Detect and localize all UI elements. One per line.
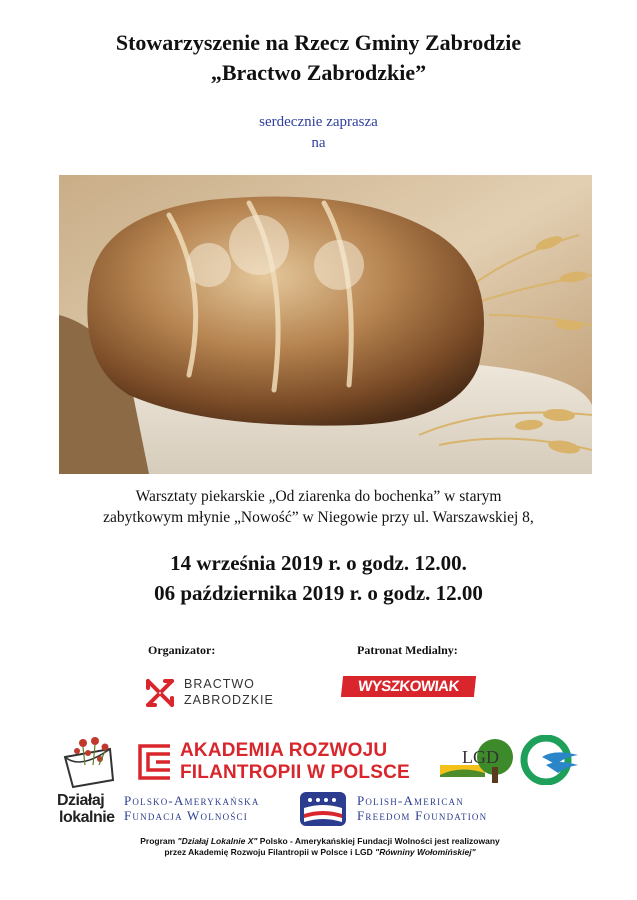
paff-english-line2: Freedom Foundation <box>357 808 488 823</box>
paff-polish-line2: Fundacja Wolności <box>124 808 248 823</box>
bractwo-logo-line1: BRACTWO <box>184 677 255 691</box>
organizer-label: Organizator: <box>148 643 216 657</box>
wave-circle-logo <box>520 735 580 785</box>
flower-basket-icon <box>55 735 125 790</box>
event-date-1: 14 września 2019 r. o godz. 12.00. <box>170 551 467 575</box>
workshop-description-line1: Warsztaty piekarskie „Od ziarenka do bochenka” w starym <box>135 488 502 505</box>
arfp-emblem-icon <box>136 742 172 782</box>
organization-title: Stowarzyszenie na Rzecz Gminy Zabrodzie <box>115 30 522 55</box>
event-date-2: 06 października 2019 r. o godz. 12.00 <box>154 581 483 605</box>
dzialaj-text: Działaj <box>57 792 105 809</box>
invite-text: serdecznie zaprasza <box>259 114 378 130</box>
lokalnie-text: lokalnie <box>59 809 115 826</box>
footer-lgd-name: "Równiny Wołomińskiej" <box>375 847 476 857</box>
lgd-text: LGD <box>462 747 499 767</box>
bractwo-logo-line2: ZABRODZKIE <box>184 693 274 707</box>
arfp-logo <box>136 740 436 786</box>
footer-line2-text: przez Akademię Rozwoju Filantropii w Polsce i LGD <box>164 847 376 857</box>
bractwo-emblem-icon <box>142 675 178 711</box>
dzialaj-lokalnie-logo <box>55 735 125 830</box>
media-patron-label: Patronat Medialny: <box>357 643 458 657</box>
organization-subtitle: „Bractwo Zabrodzkie” <box>210 60 427 85</box>
wave-circle-icon <box>520 735 580 785</box>
invite-na: na <box>311 135 326 151</box>
arfp-line2: FILANTROPII W POLSCE <box>180 762 410 783</box>
lgd-tree-icon <box>440 735 515 785</box>
workshop-description-line2: zabytkowym młynie „Nowość” w Niegowie przy ul. Warszawskiej 8, <box>103 509 534 526</box>
footer-program-prefix: Program <box>140 836 178 846</box>
paff-flag-icon <box>298 790 348 828</box>
wyszkowiak-logo: WYSZKOWIAK <box>341 676 476 697</box>
footer-line2 <box>60 847 580 858</box>
paff-english-line1: Polish-American <box>357 793 464 808</box>
footer-line1-rest: Polsko - Amerykańskiej Fundacji Wolności jest realizowany <box>257 836 500 846</box>
paff-polish-line1: Polsko-Amerykańska <box>124 793 260 808</box>
arfp-line1: AKADEMIA ROZWOJU <box>180 740 388 761</box>
paff-emblem <box>298 790 348 828</box>
lgd-logo <box>440 735 515 785</box>
footer-line1 <box>60 836 580 847</box>
footer-program-name: "Działaj Lokalnie X" <box>177 836 258 846</box>
bractwo-zabrodzkie-logo <box>142 673 292 713</box>
bread-photo <box>59 175 592 474</box>
